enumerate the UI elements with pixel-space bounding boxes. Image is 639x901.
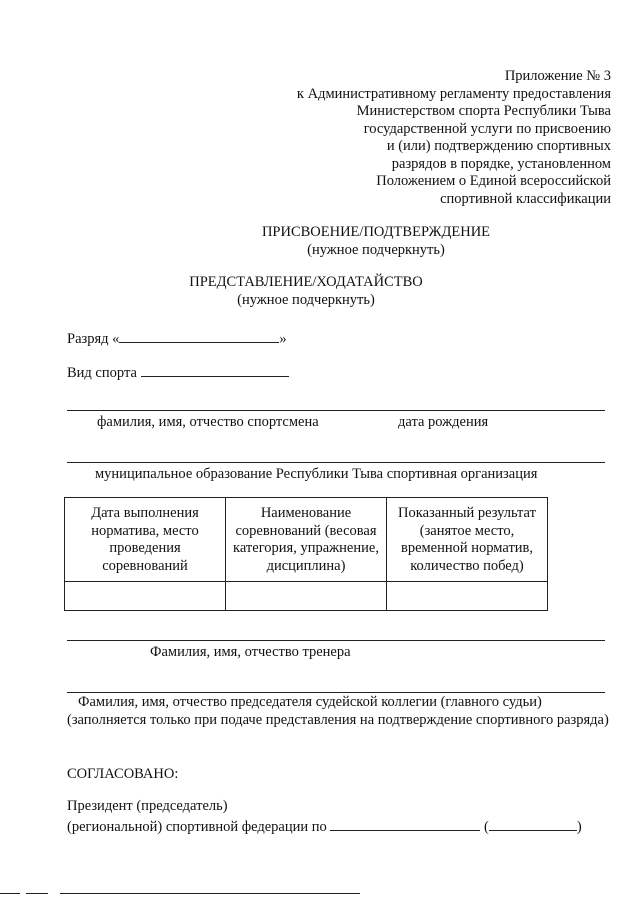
table-header-cell: Показанный результат (занятое место, временной норматив, количество побед) [387, 498, 548, 582]
appendix-line: государственной услуги по присвоению [363, 120, 611, 137]
municipality-line[interactable] [67, 462, 605, 463]
appendix-line: и (или) подтверждению спортивных [386, 138, 611, 154]
razryad-label: Разряд « [67, 331, 120, 347]
table-header-cell: Наименование соревнований (весовая категория, упражнение, дисциплина) [226, 498, 387, 582]
heading-submission [180, 274, 432, 309]
heading-assignment-note: (нужное подчеркнуть) [307, 241, 445, 258]
birth-date-caption: дата рождения [398, 414, 489, 430]
razryad-field [67, 328, 287, 349]
athlete-name-caption: фамилия, имя, отчество спортсмена [97, 414, 319, 430]
judge-caption: Фамилия, имя, отчество председателя судейской коллегии (главного судьи) [78, 694, 542, 710]
scan-artifact-line [0, 893, 20, 894]
appendix-line: Приложение № 3 [504, 68, 611, 84]
sport-blank[interactable] [141, 362, 289, 377]
appendix-line: спортивной классификации [440, 190, 611, 207]
approval-line2-row [67, 816, 582, 837]
table-header-row [65, 498, 548, 582]
sport-field [67, 362, 289, 383]
heading-submission-title: ПРЕДСТАВЛЕНИЕ/ХОДАТАЙСТВО [189, 274, 423, 290]
appendix-block [297, 68, 611, 208]
table-header-cell: Дата выполнения норматива, место проведения соревнований [65, 498, 226, 582]
paren-close: ) [576, 819, 582, 835]
approval-title: СОГЛАСОВАНО: [67, 766, 179, 782]
scan-artifact-line [60, 893, 360, 894]
approval-line1: Президент (председатель) [67, 798, 228, 814]
signature-blank[interactable] [489, 816, 577, 831]
approval-line2: (региональной) спортивной федерации по [67, 819, 327, 835]
federation-blank[interactable] [330, 816, 480, 831]
municipality-caption: муниципальное образование Республики Тыва спортивная организация [95, 466, 538, 482]
coach-caption: Фамилия, имя, отчество тренера [150, 644, 351, 660]
coach-line[interactable] [67, 640, 605, 641]
sport-label: Вид спорта [67, 365, 137, 381]
athlete-name-line[interactable] [67, 410, 605, 411]
razryad-close: » [279, 331, 287, 347]
appendix-line: разрядов в порядке, установленном [391, 155, 611, 172]
appendix-line: Положением о Единой всероссийской [376, 173, 611, 189]
judge-line[interactable] [67, 692, 605, 693]
table-row [65, 582, 548, 611]
razryad-blank[interactable] [119, 328, 279, 343]
heading-assignment [255, 224, 497, 259]
judge-note: (заполняется только при подаче представления на подтверждение спортивного разряда) [67, 712, 609, 728]
heading-submission-note: (нужное подчеркнуть) [237, 291, 375, 308]
appendix-line: к Административному регламенту предоставления [296, 85, 611, 102]
table-cell[interactable] [226, 582, 387, 611]
scan-artifact-line [26, 893, 48, 894]
appendix-line: Министерством спорта Республики Тыва [356, 103, 611, 119]
results-table [64, 497, 548, 611]
table-cell[interactable] [65, 582, 226, 611]
paren-open: ( [484, 819, 489, 835]
table-cell[interactable] [387, 582, 548, 611]
heading-assignment-title: ПРИСВОЕНИЕ/ПОДТВЕРЖДЕНИЕ [261, 224, 491, 240]
